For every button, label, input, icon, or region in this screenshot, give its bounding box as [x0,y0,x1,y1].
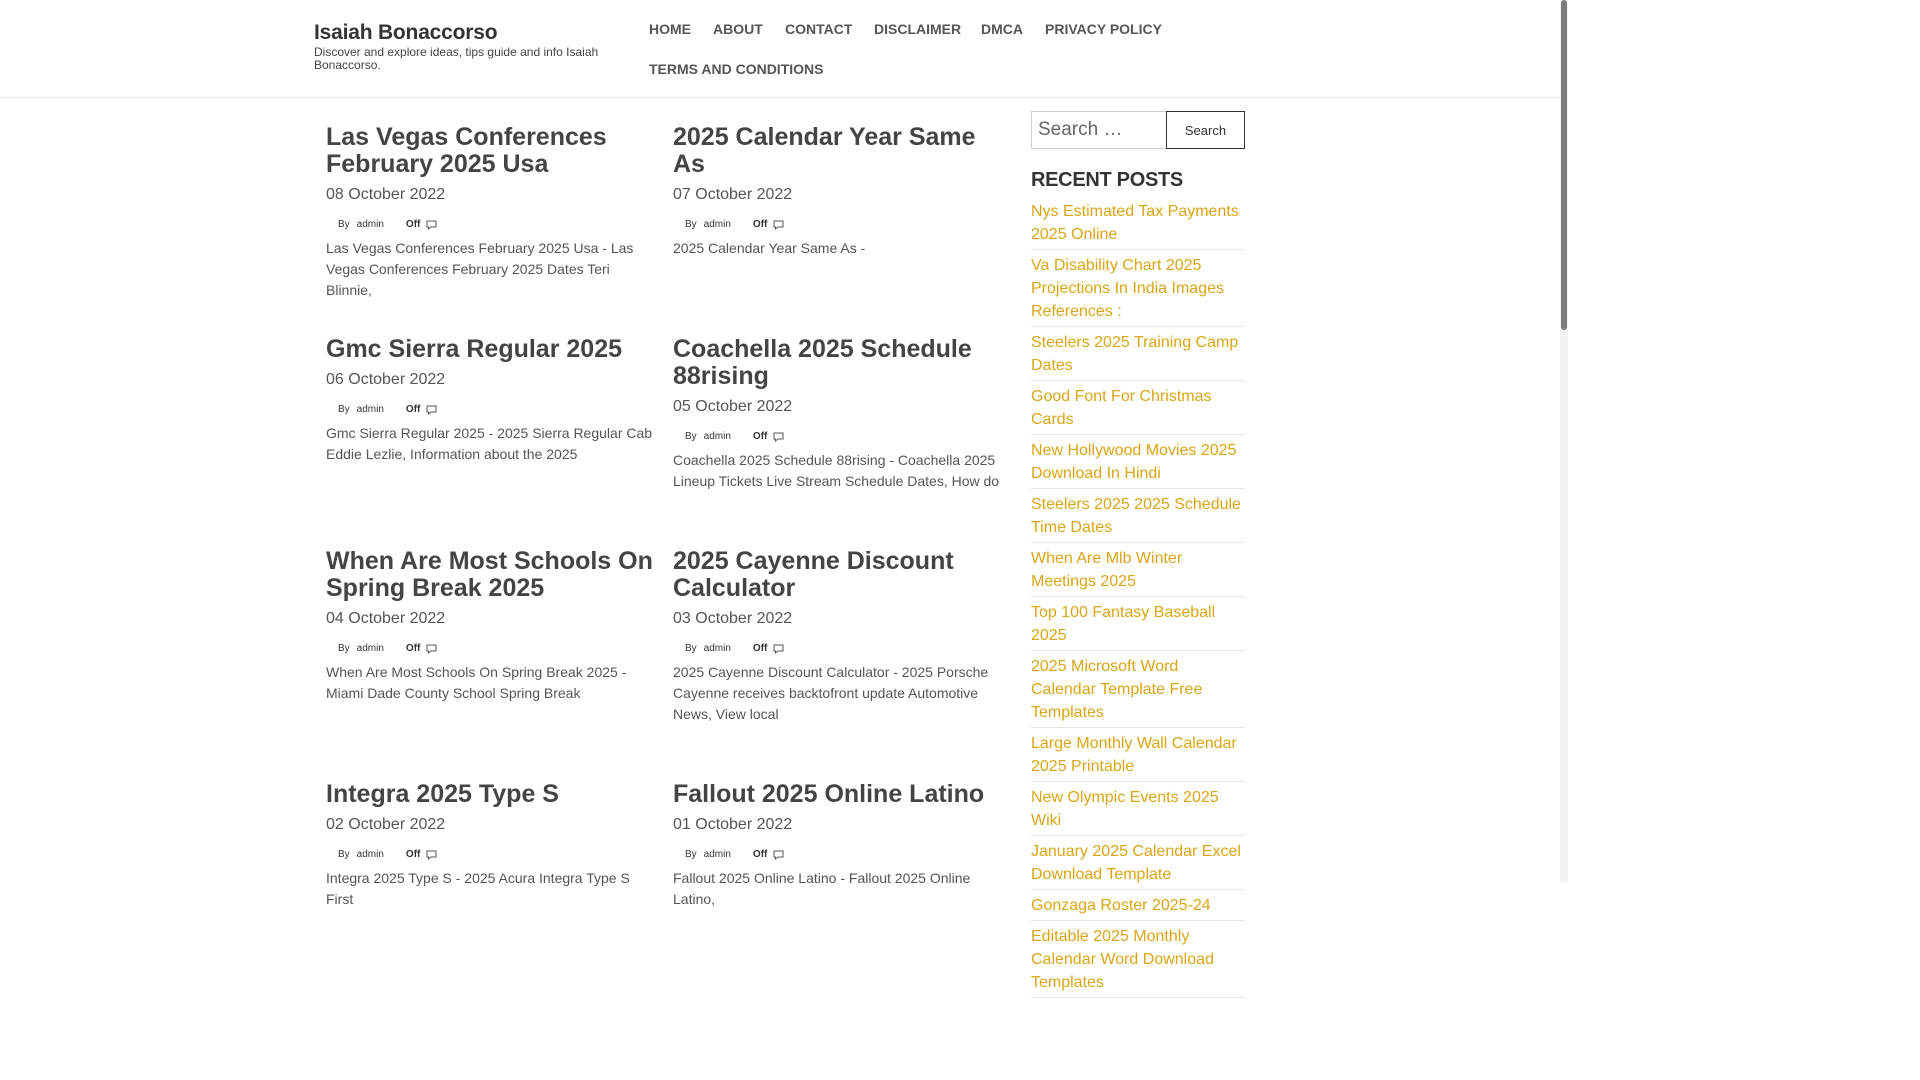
site-branding [314,20,614,72]
post-card [326,781,656,910]
nav-home[interactable]: HOME [649,21,691,37]
recent-post-link[interactable]: January 2025 Calendar Excel Download Template [1031,843,1241,883]
post-title[interactable]: Coachella 2025 Schedule 88rising [673,335,972,390]
recent-post-link[interactable]: Steelers 2025 2025 Schedule Time Dates [1031,496,1241,536]
recent-post-link[interactable]: 2025 Microsoft Word Calendar Template Free Templates [1031,658,1203,721]
recent-post-link[interactable]: Good Font For Christmas Cards [1031,388,1212,428]
post-comments-status: Off [405,643,421,654]
post-title[interactable]: Integra 2025 Type S [326,780,559,808]
post-date: 01 October 2022 [673,816,793,833]
comment-icon [426,220,437,230]
list-item [1031,435,1245,489]
post-author[interactable]: admin [356,404,384,415]
nav-contact[interactable]: CONTACT [785,21,853,37]
post-excerpt: Integra 2025 Type S - 2025 Acura Integra Type S First [326,870,630,907]
post-author[interactable]: admin [356,219,384,230]
list-item [1031,836,1245,890]
nav-dmca[interactable]: DMCA [981,21,1023,37]
list-item [1031,921,1245,998]
post-card [326,548,656,704]
post-comments-status: Off [752,219,768,230]
search-input[interactable] [1031,111,1166,149]
recent-post-link[interactable]: Gonzaga Roster 2025-24 [1031,897,1211,914]
recent-post-link[interactable]: New Hollywood Movies 2025 Download In Hindi [1031,442,1237,482]
site-title[interactable]: Isaiah Bonaccorso [314,21,498,44]
post-title[interactable]: 2025 Cayenne Discount Calculator [673,547,954,602]
post-excerpt: 2025 Cayenne Discount Calculator - 2025 Porsche Cayenne receives backtofront update Automotive News, View local [673,664,989,722]
post-excerpt: When Are Most Schools On Spring Break 2025 - Miami Dade County School Spring Break [326,664,627,701]
post-comments-status: Off [405,404,421,415]
post-meta [326,403,656,417]
post-date: 07 October 2022 [673,186,793,203]
post-author[interactable]: admin [703,849,731,860]
post-by-label: By [685,643,697,654]
scrollbar-thumb[interactable] [1561,0,1567,330]
search-form [1031,111,1245,149]
post-by-label: By [685,849,697,860]
post-card [326,336,656,465]
list-item [1031,728,1245,782]
recent-post-link[interactable]: Nys Estimated Tax Payments 2025 Online [1031,203,1239,243]
post-comments-status: Off [405,219,421,230]
post-card [673,781,1003,910]
post-excerpt: Fallout 2025 Online Latino - Fallout 2025 Online Latino, [673,870,971,907]
recent-post-link[interactable]: Editable 2025 Monthly Calendar Word Download Templates [1031,928,1214,991]
post-by-label: By [685,431,697,442]
recent-post-link[interactable]: New Olympic Events 2025 Wiki [1031,789,1219,829]
list-item [1031,196,1245,250]
post-meta [673,430,1003,444]
post-date: 03 October 2022 [673,610,793,627]
post-title[interactable]: When Are Most Schools On Spring Break 2025 [326,547,653,602]
list-item [1031,651,1245,728]
nav-about[interactable]: ABOUT [713,21,763,37]
site-header [0,0,1560,98]
recent-post-link[interactable]: Steelers 2025 Training Camp Dates [1031,334,1239,374]
comment-icon [426,850,437,860]
post-meta [326,218,656,232]
nav-privacy-policy[interactable]: PRIVACY POLICY [1045,21,1162,37]
post-by-label: By [685,219,697,230]
post-excerpt: Gmc Sierra Regular 2025 - 2025 Sierra Regular Cab Eddie Lezlie, Information about the 2025 [326,425,653,462]
post-author[interactable]: admin [703,219,731,230]
sidebar [1031,111,1245,998]
list-item [1031,327,1245,381]
post-meta [673,642,1003,656]
comment-icon [773,850,784,860]
recent-post-link[interactable]: Va Disability Chart 2025 Projections In India Images References : [1031,257,1224,320]
post-author[interactable]: admin [703,643,731,654]
post-by-label: By [338,219,350,230]
post-date: 02 October 2022 [326,816,446,833]
post-card [673,336,1003,492]
comment-icon [773,432,784,442]
page-scrollbar[interactable] [1560,0,1568,882]
post-by-label: By [338,849,350,860]
recent-posts-list [1031,196,1245,998]
post-meta [326,642,656,656]
post-by-label: By [338,643,350,654]
list-item [1031,890,1245,921]
list-item [1031,543,1245,597]
comment-icon [773,644,784,654]
post-title[interactable]: Gmc Sierra Regular 2025 [326,335,622,363]
post-author[interactable]: admin [356,849,384,860]
post-excerpt: Las Vegas Conferences February 2025 Usa - Las Vegas Conferences February 2025 Dates Teri Blinnie, [326,240,634,298]
post-card [673,548,1003,725]
site-description: Discover and explore ideas, tips guide and info Isaiah Bonaccorso. [314,45,599,72]
recent-post-link[interactable]: When Are Mlb Winter Meetings 2025 [1031,550,1183,590]
list-item [1031,489,1245,543]
post-excerpt: Coachella 2025 Schedule 88rising - Coachella 2025 Lineup Tickets Live Stream Schedule Dates, How do [673,452,1000,489]
list-item [1031,782,1245,836]
post-title[interactable]: 2025 Calendar Year Same As [673,123,976,178]
post-title[interactable]: Fallout 2025 Online Latino [673,780,985,808]
post-meta [673,848,1003,862]
post-by-label: By [338,404,350,415]
post-comments-status: Off [752,431,768,442]
recent-post-link[interactable]: Large Monthly Wall Calendar 2025 Printable [1031,735,1237,775]
post-author[interactable]: admin [703,431,731,442]
recent-posts-title: RECENT POSTS [1031,169,1183,191]
post-date: 05 October 2022 [673,398,793,415]
post-meta [673,218,1003,232]
list-item [1031,250,1245,327]
post-comments-status: Off [752,643,768,654]
nav-disclaimer[interactable]: DISCLAIMER [874,21,962,37]
list-item [1031,381,1245,435]
comment-icon [773,220,784,230]
list-item [1031,597,1245,651]
post-comments-status: Off [405,849,421,860]
post-author[interactable]: admin [356,643,384,654]
post-card [326,124,656,301]
comment-icon [426,644,437,654]
comment-icon [426,405,437,415]
post-date: 04 October 2022 [326,610,446,627]
recent-post-link[interactable]: Top 100 Fantasy Baseball 2025 [1031,604,1216,644]
post-card [673,124,1003,259]
post-date: 08 October 2022 [326,186,446,203]
post-excerpt: 2025 Calendar Year Same As - [673,240,866,256]
nav-terms-and-conditions[interactable]: TERMS AND CONDITIONS [649,61,824,77]
post-meta [326,848,656,862]
post-date: 06 October 2022 [326,371,446,388]
post-comments-status: Off [752,849,768,860]
search-button[interactable]: Search [1166,111,1245,149]
post-title[interactable]: Las Vegas Conferences February 2025 Usa [326,123,607,178]
